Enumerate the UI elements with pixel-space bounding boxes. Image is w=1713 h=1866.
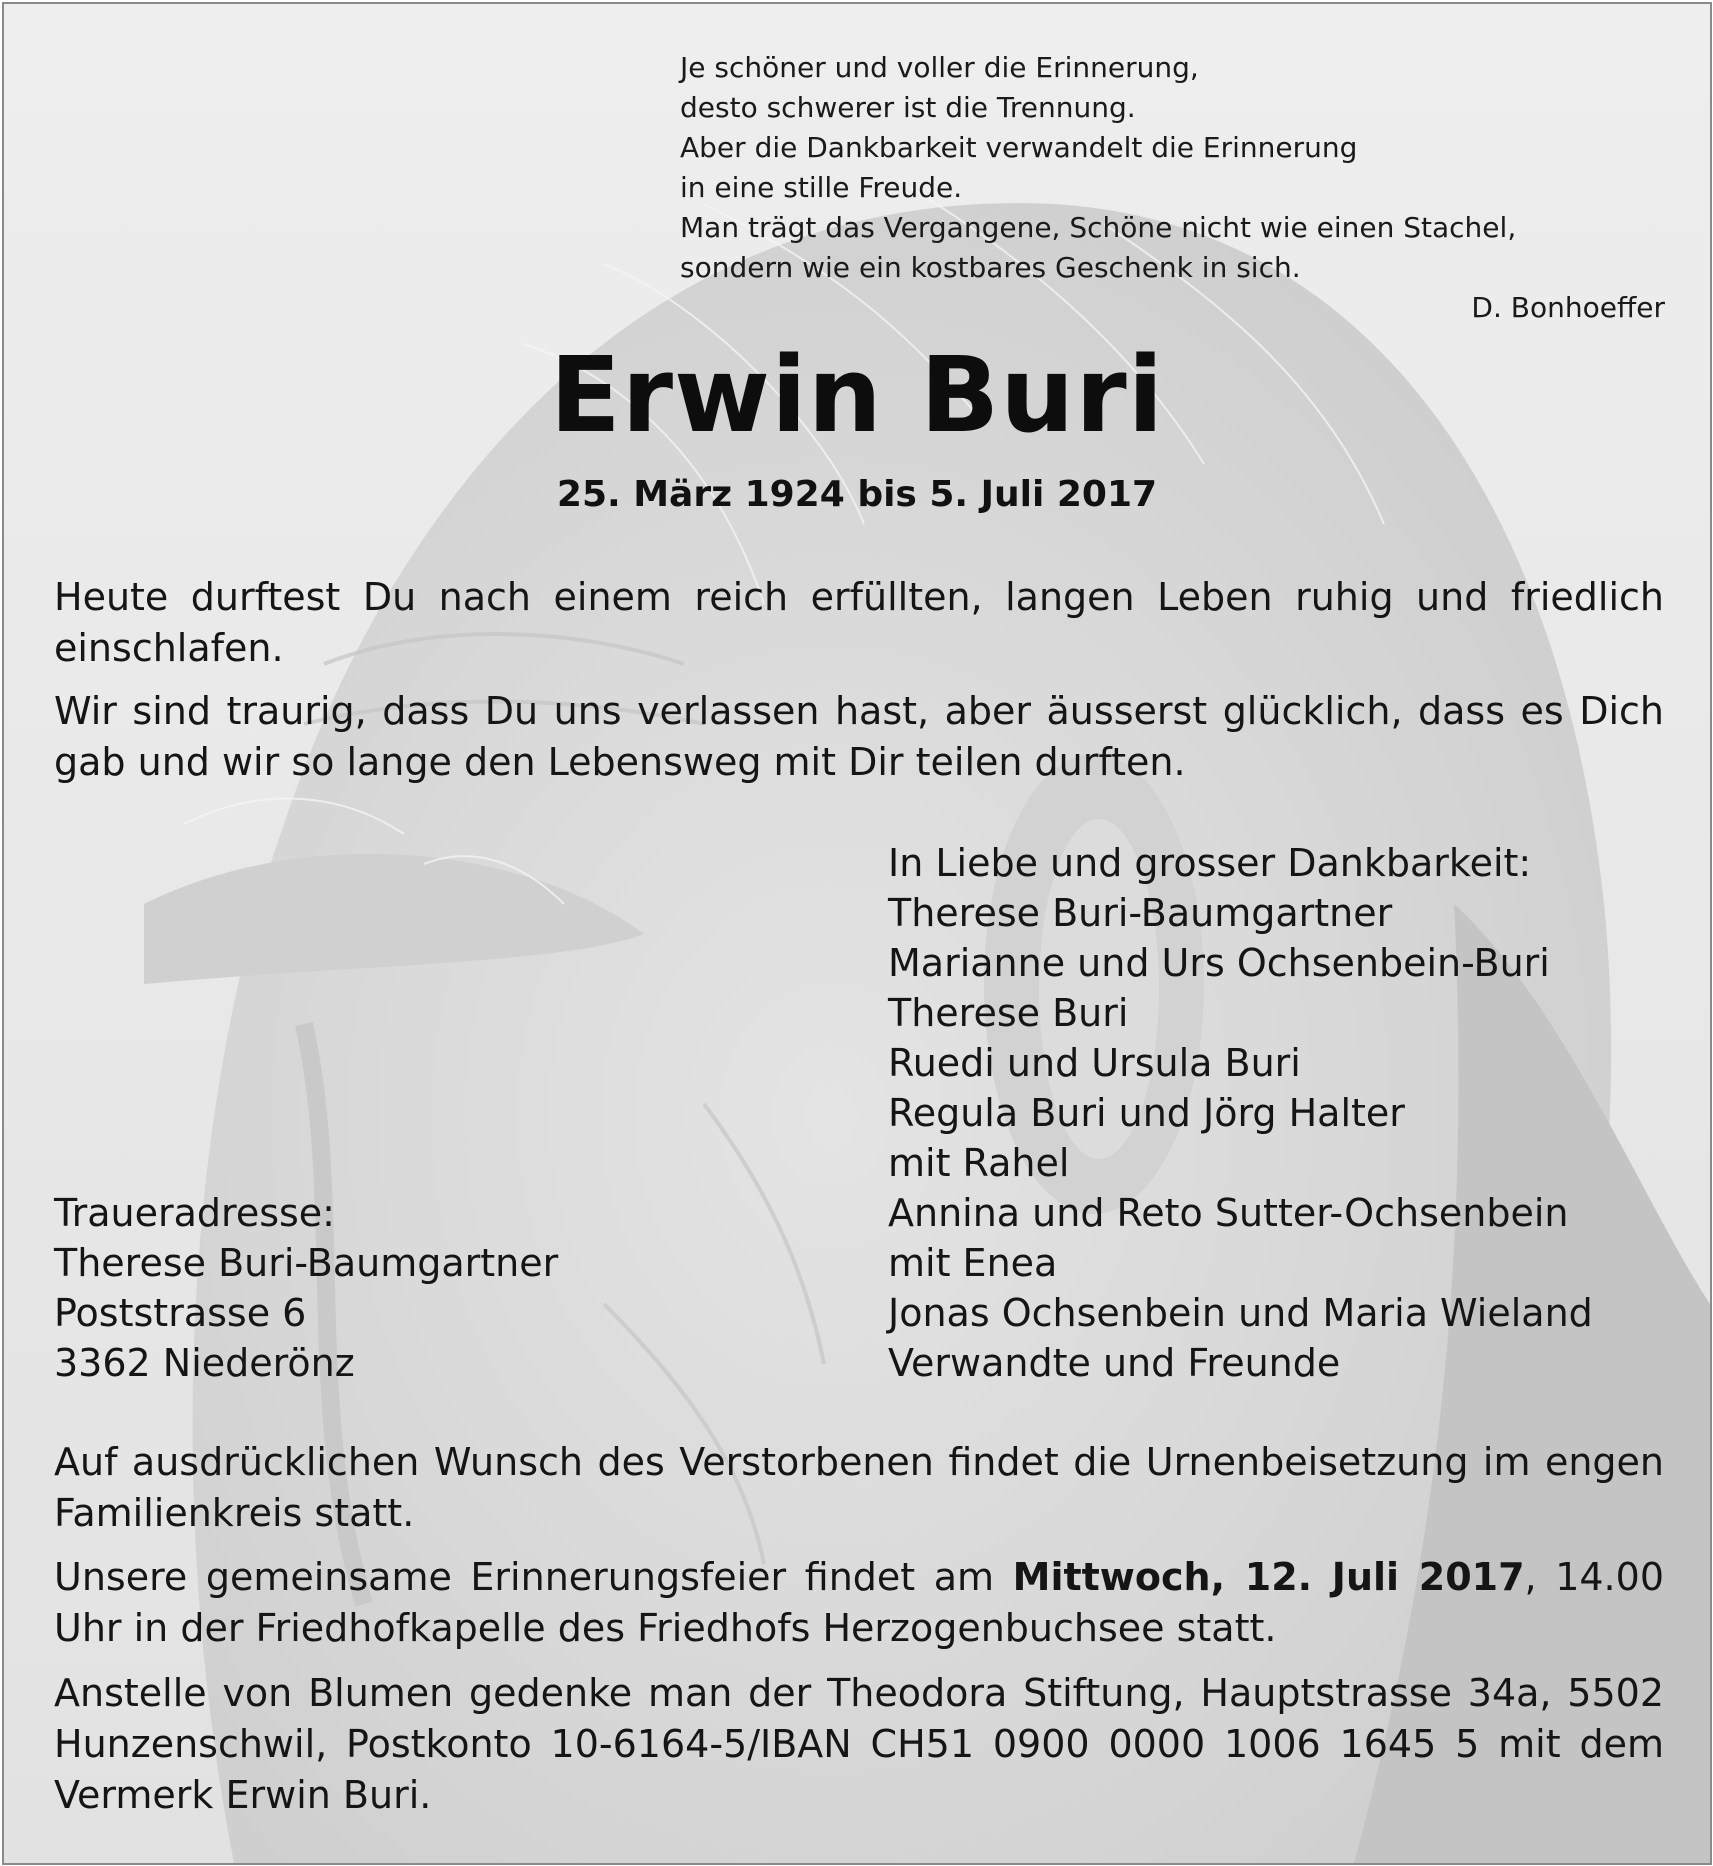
address-name: Therese Buri-Baumgartner bbox=[54, 1241, 559, 1285]
quote-line: desto schwerer ist die Trennung. bbox=[680, 91, 1136, 124]
mourner-entry: mit Rahel bbox=[888, 1141, 1070, 1185]
bonhoeffer-quote bbox=[680, 48, 1665, 328]
mourner-entry: Therese Buri-Baumgartner bbox=[888, 891, 1393, 935]
mourner-entry: Jonas Ochsenbein und Maria Wieland bbox=[888, 1291, 1593, 1335]
memorial-service-notice bbox=[54, 1552, 1664, 1654]
deceased-name: Erwin Buri bbox=[549, 334, 1165, 456]
memorial-text-end: , 14.00 Uhr in der Friedhofkapelle des Friedhofs Herzogenbuchsee statt. bbox=[54, 1555, 1664, 1650]
obituary-content bbox=[4, 4, 1710, 1863]
burial-notice: Auf ausdrücklichen Wunsch des Verstorbenen findet die Urnenbeisetzung im engen Familienkreis statt. bbox=[54, 1440, 1664, 1535]
address-heading: Traueradresse: bbox=[54, 1191, 335, 1235]
quote-line: Man trägt das Vergangene, Schöne nicht wie einen Stachel, bbox=[680, 211, 1517, 244]
life-dates: 25. März 1924 bis 5. Juli 2017 bbox=[556, 474, 1158, 515]
quote-author: D. Bonhoeffer bbox=[1471, 291, 1665, 324]
quote-line: Je schöner und voller die Erinnerung, bbox=[680, 51, 1199, 84]
mourners-heading: In Liebe und grosser Dankbarkeit: bbox=[888, 841, 1532, 885]
mourner-entry: Marianne und Urs Ochsenbein-Buri bbox=[888, 941, 1550, 985]
mourner-entry: Verwandte und Freunde bbox=[888, 1341, 1341, 1385]
mourner-entry: Therese Buri bbox=[888, 991, 1129, 1035]
quote-line: in eine stille Freude. bbox=[680, 171, 963, 204]
mourners-list bbox=[888, 838, 1593, 1388]
address-street: Poststrasse 6 bbox=[54, 1291, 307, 1335]
memorial-text-start: Unsere gemeinsame Erinnerungsfeier findet am bbox=[54, 1555, 1013, 1599]
mourner-entry: mit Enea bbox=[888, 1241, 1058, 1285]
quote-line: Aber die Dankbarkeit verwandelt die Erinnerung bbox=[680, 131, 1358, 164]
mourner-entry: Regula Buri und Jörg Halter bbox=[888, 1091, 1405, 1135]
mourner-entry: Ruedi und Ursula Buri bbox=[888, 1041, 1301, 1085]
farewell-paragraph: Heute durftest Du nach einem reich erfüllten, langen Leben ruhig und friedlich einschlafen. bbox=[54, 575, 1664, 670]
address-city: 3362 Niederönz bbox=[54, 1341, 355, 1385]
memorial-date: Mittwoch, 12. Juli 2017 bbox=[1012, 1555, 1525, 1599]
mourner-entry: Annina und Reto Sutter-Ochsenbein bbox=[888, 1191, 1569, 1235]
mourning-address bbox=[54, 1188, 558, 1388]
donation-notice: Anstelle von Blumen gedenke man der Theodora Stiftung, Hauptstrasse 34a, 5502 Hunzenschwil, Postkonto 10-6164-5/IBAN CH51 0900 0000 1006 1645 5 mit dem Vermerk Erwin Buri. bbox=[54, 1671, 1664, 1817]
quote-line: sondern wie ein kostbares Geschenk in sich. bbox=[680, 251, 1301, 284]
obituary-card bbox=[2, 2, 1712, 1865]
gratitude-paragraph: Wir sind traurig, dass Du uns verlassen hast, aber äusserst glücklich, dass es Dich gab und wir so lange den Lebensweg mit Dir teilen durften. bbox=[54, 689, 1664, 784]
